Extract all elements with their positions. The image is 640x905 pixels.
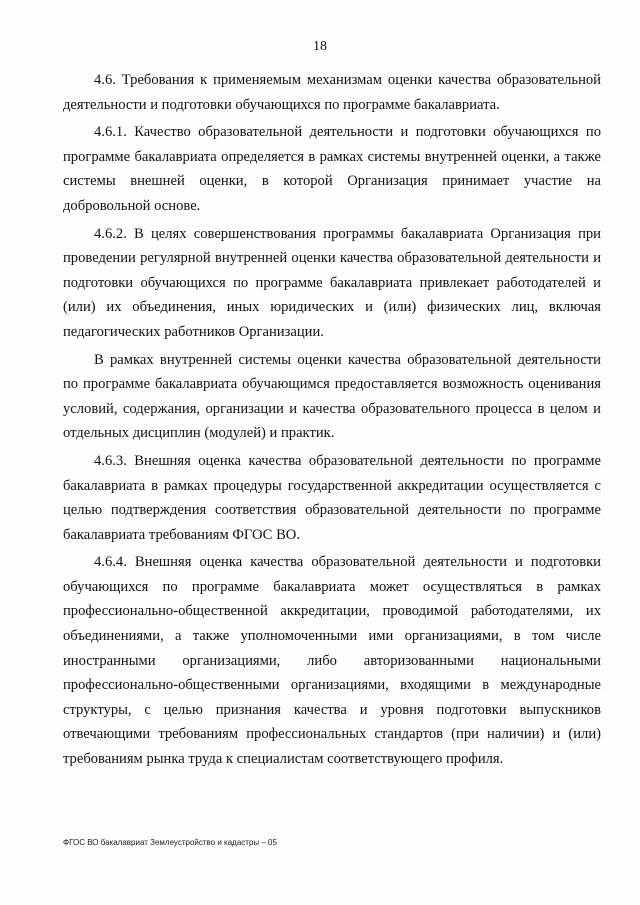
paragraph-internal-assessment: В рамках внутренней системы оценки качества образовательной деятельности по программе бакалавриата обучающимся предоставляется возможность оценивания условий, содержания, организации и качества образовательного процесса в целом и отдельных дисциплин (модулей) и практик. (63, 351, 601, 442)
paragraph-4-6-4: 4.6.4. Внешняя оценка качества образовательной деятельности и подготовки обучающихся по программе бакалавриата может осуществляться в рамках профессионально-общественной аккредитации, проводимой работодателями, их объединениями, а также уполномоченными ими организациями, в том числе иностранными организациями, либо авторизованными национальными профессионально-общественными организациями, входящими в международные структуры, с целью признания качества и уровня подготовки выпускников отвечающими требованиям профессиональных стандартов (при наличии) и (или) требованиям рынка труда к специалистам соответствующего профиля. (63, 554, 601, 768)
paragraph-4-6-2: 4.6.2. В целях совершенствования программы бакалавриата Организация при проведении регулярной внутренней оценки качества образовательной деятельности и подготовки обучающихся по программе бакалавриата привлекает работодателей и (или) их объединения, иных юридических и (или) физических лиц, включая педагогических работников Организации. (63, 225, 601, 340)
page-footer: ФГОС ВО бакалавриат Землеустройство и кадастры – 05 (63, 838, 277, 847)
page-number: 18 (313, 39, 327, 54)
paragraph-4-6: 4.6. Требования к применяемым механизмам оценки качества образовательной деятельности и подготовки обучающихся по программе бакалавриата. (63, 72, 601, 113)
paragraph-4-6-3: 4.6.3. Внешняя оценка качества образовательной деятельности по программе бакалавриата в рамках процедуры государственной аккредитации осуществляется с целью подтверждения соответствия образовательной деятельности по программе бакалавриата требованиям ФГОС ВО. (63, 452, 601, 543)
document-body (63, 68, 601, 775)
paragraph-4-6-1: 4.6.1. Качество образовательной деятельности и подготовки обучающихся по программе бакалавриата определяется в рамках системы внутренней оценки, а также системы внешней оценки, в которой Организация принимает участие на добровольной основе. (63, 124, 601, 214)
